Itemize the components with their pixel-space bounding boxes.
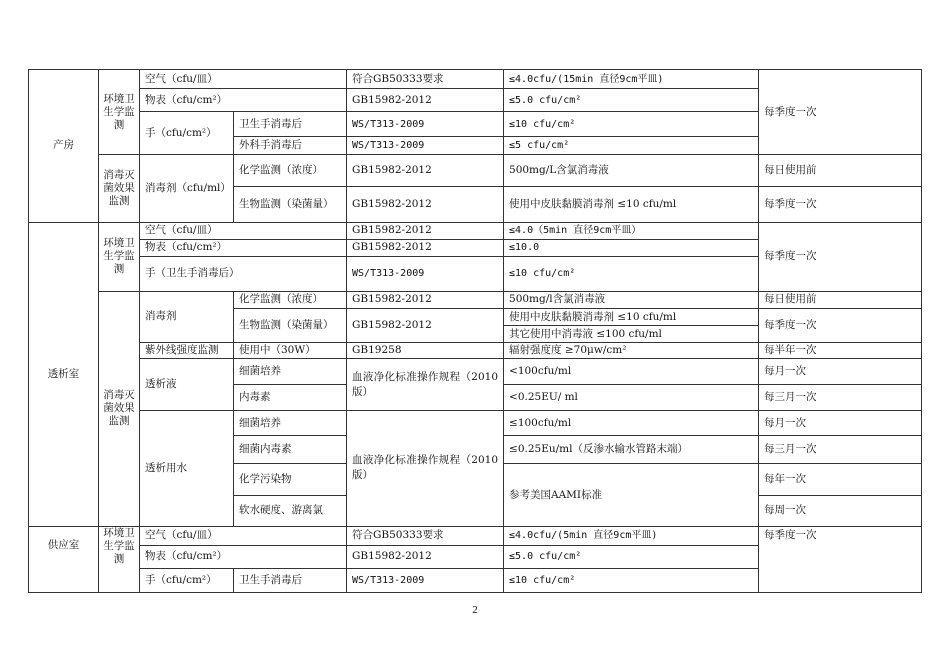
frequency-cell: 每日使用前 xyxy=(759,291,922,308)
requirement-cell: ≤100cfu/ml xyxy=(504,411,759,436)
requirement-cell: ≤4.0cfu/(15min 直径9cm平皿) xyxy=(504,70,759,89)
item-cell: 手（卫生手消毒后） xyxy=(140,256,347,291)
requirement-line: 使用中皮肤黏膜消毒剂 ≤10 cfu/ml xyxy=(504,309,758,326)
standard-cell: GB15982-2012 xyxy=(347,308,504,342)
item-cell: 物表（cfu/cm²） xyxy=(140,239,347,256)
item-cell: 透析用水 xyxy=(140,411,234,526)
requirement-cell: ≤10.0 xyxy=(504,239,759,256)
standard-cell: GB19258 xyxy=(347,342,504,358)
requirement-cell: ≤10 cfu/cm² xyxy=(504,568,759,592)
frequency-cell: 每季度一次 xyxy=(759,308,922,342)
standard-cell: WS/T313-2009 xyxy=(347,137,504,155)
standard-cell: 符合GB50333要求 xyxy=(347,526,504,545)
section-name: 供应室 xyxy=(29,526,99,592)
item-cell: 手（cfu/cm²） xyxy=(140,112,234,155)
standard-cell: 血液净化标准操作规程（2010版） xyxy=(347,411,504,526)
sub-item-cell: 内毒素 xyxy=(234,385,347,411)
standard-cell: 血液净化标准操作规程（2010版） xyxy=(347,359,504,411)
standard-cell: GB15982-2012 xyxy=(347,239,504,256)
requirement-cell: <100cfu/ml xyxy=(504,359,759,385)
requirement-cell: ≤5.0 cfu/cm² xyxy=(504,545,759,568)
frequency-cell: 每半年一次 xyxy=(759,342,922,358)
requirement-cell: ≤4.0cfu/(5min 直径9cm平皿) xyxy=(504,526,759,545)
frequency-cell: 每周一次 xyxy=(759,495,922,526)
requirement-cell: 辐射强度度 ≥70μw/cm² xyxy=(504,342,759,358)
requirement-cell: ≤10 cfu/cm² xyxy=(504,256,759,291)
standard-cell: WS/T313-2009 xyxy=(347,568,504,592)
sub-item-cell: 化学监测（浓度） xyxy=(234,155,347,187)
sub-item-cell: 化学污染物 xyxy=(234,464,347,495)
standard-cell: GB15982-2012 xyxy=(347,89,504,112)
sub-item-cell: 细菌内毒素 xyxy=(234,436,347,464)
standard-cell: GB15982-2012 xyxy=(347,187,504,222)
item-cell: 空气（cfu/皿） xyxy=(140,70,347,89)
item-cell: 紫外线强度监测 xyxy=(140,342,234,358)
frequency-cell: 每月一次 xyxy=(759,411,922,436)
requirement-cell: ≤10 cfu/cm² xyxy=(504,112,759,137)
frequency-cell: 每日使用前 xyxy=(759,155,922,187)
page-number: 2 xyxy=(472,604,478,616)
sub-item-cell: 化学监测（浓度） xyxy=(234,291,347,308)
section-name: 透析室 xyxy=(29,222,99,526)
sub-item-cell: 使用中（30W） xyxy=(234,342,347,358)
frequency-cell: 每年一次 xyxy=(759,464,922,495)
section-name: 产房 xyxy=(29,70,99,223)
item-cell: 消毒剂 xyxy=(140,291,234,342)
sub-item-cell: 细菌培养 xyxy=(234,359,347,385)
standard-cell: GB15982-2012 xyxy=(347,222,504,239)
standard-cell: GB15982-2012 xyxy=(347,291,504,308)
group-label: 消毒灭菌效果监测 xyxy=(99,291,140,526)
sub-item-cell: 生物监测（染菌量） xyxy=(234,308,347,342)
group-label: 环境卫生学监测 xyxy=(99,70,140,155)
standard-cell: WS/T313-2009 xyxy=(347,256,504,291)
requirement-cell: 500mg/l含氯消毒液 xyxy=(504,291,759,308)
sub-item-cell: 卫生手消毒后 xyxy=(234,568,347,592)
group-label: 环境卫生学监测 xyxy=(99,222,140,291)
item-cell: 手（cfu/cm²） xyxy=(140,568,234,592)
frequency-cell: 每季度一次 xyxy=(759,187,922,222)
sub-item-cell: 软水硬度、游离氯 xyxy=(234,495,347,526)
requirement-cell: ≤4.0（5min 直径9cm平皿） xyxy=(504,222,759,239)
item-cell: 物表（cfu/cm²） xyxy=(140,89,347,112)
requirement-cell: 使用中皮肤黏膜消毒剂 ≤10 cfu/ml xyxy=(504,187,759,222)
frequency-cell: 每三月一次 xyxy=(759,436,922,464)
frequency-cell: 每三月一次 xyxy=(759,385,922,411)
requirement-cell: ≤5 cfu/cm² xyxy=(504,137,759,155)
sub-item-cell: 外科手消毒后 xyxy=(234,137,347,155)
item-cell: 物表（cfu/cm²） xyxy=(140,545,347,568)
requirement-cell: <0.25EU/ ml xyxy=(504,385,759,411)
sub-item-cell: 卫生手消毒后 xyxy=(234,112,347,137)
monitoring-table xyxy=(28,69,922,593)
frequency-cell: 每季度一次 xyxy=(759,222,922,291)
frequency-cell: 每月一次 xyxy=(759,359,922,385)
requirement-cell: ≤0.25Eu/ml（反渗水输水管路末端） xyxy=(504,436,759,464)
frequency-cell: 每季度一次 xyxy=(759,526,922,592)
item-cell: 透析液 xyxy=(140,359,234,411)
item-cell: 空气（cfu/皿） xyxy=(140,222,347,239)
standard-cell: 符合GB50333要求 xyxy=(347,70,504,89)
standard-cell: GB15982-2012 xyxy=(347,545,504,568)
sub-item-cell: 细菌培养 xyxy=(234,411,347,436)
standard-cell: GB15982-2012 xyxy=(347,155,504,187)
sub-item-cell: 生物监测（染菌量） xyxy=(234,187,347,222)
item-cell: 消毒剂（cfu/ml） xyxy=(140,155,234,222)
frequency-cell: 每季度一次 xyxy=(759,70,922,155)
item-cell: 空气（cfu/皿） xyxy=(140,526,347,545)
requirement-cell: 500mg/L含氯消毒液 xyxy=(504,155,759,187)
requirement-cell: ≤5.0 cfu/cm² xyxy=(504,89,759,112)
group-label: 环境卫生学监测 xyxy=(99,526,140,592)
group-label: 消毒灭菌效果监测 xyxy=(99,155,140,222)
requirement-cell: 参考美国AAMI标准 xyxy=(504,464,759,526)
standard-cell: WS/T313-2009 xyxy=(347,112,504,137)
requirement-line: 其它使用中消毒液 ≤100 cfu/ml xyxy=(509,327,662,340)
